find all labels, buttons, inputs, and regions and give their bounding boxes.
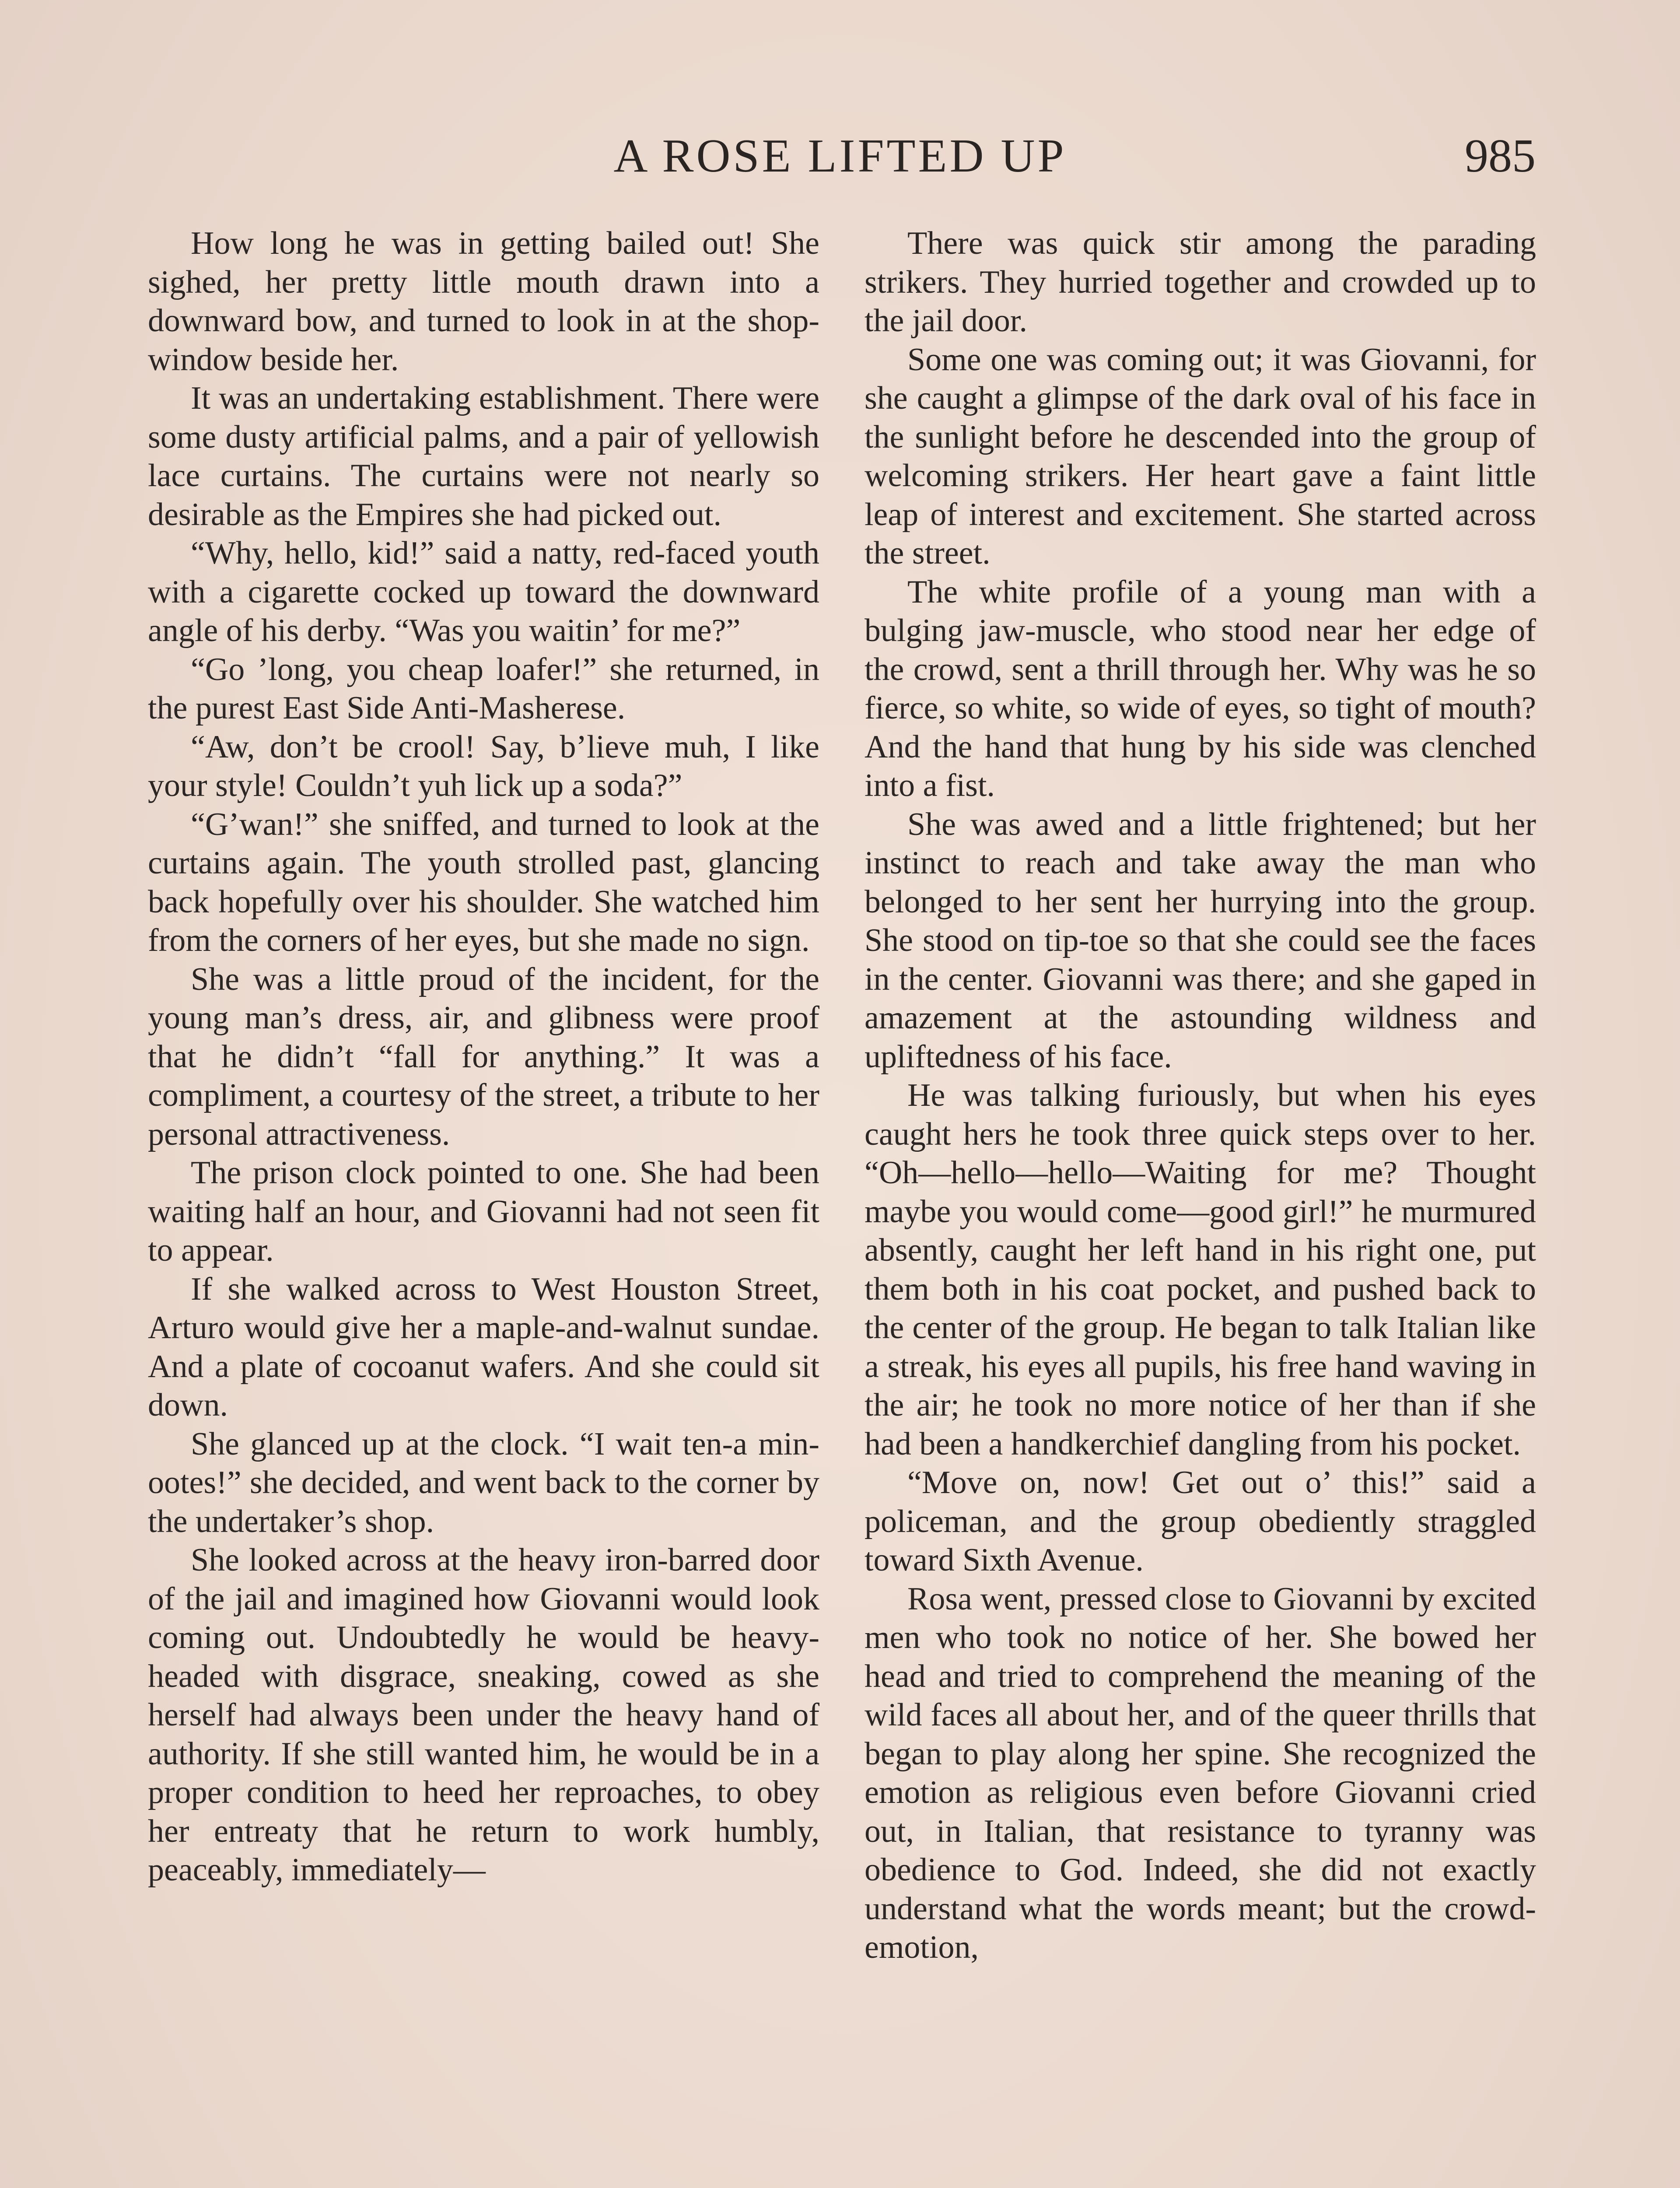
running-header: [0, 128, 1680, 185]
paragraph: It was an undertaking establishment. There were some dusty artificial palms, and a pair of yellowish lace curtains. The curtains were not nearly so desirable as the Empires she had picked out.: [148, 380, 819, 533]
paragraph: “Why, hello, kid!” said a natty, red-faced youth with a cigarette cocked up toward the downward angle of his derby. “Was you waitin’ for me?”: [148, 535, 819, 649]
paragraph: “Aw, don’t be crool! Say, b’lieve muh, I like your style! Couldn’t yuh lick up a soda?”: [148, 729, 819, 803]
paragraph: Some one was coming out; it was Giovanni, for she caught a glimpse of the dark oval of his face in the sunlight before he descended into the group of welcoming strikers. Her heart gave a faint little leap of interest and excitement. She started across the street.: [864, 341, 1536, 571]
story-title: A ROSE LIFTED UP: [613, 130, 1067, 182]
paragraph: The prison clock pointed to one. She had been waiting half an hour, and Giovanni had not seen fit to appear.: [148, 1155, 819, 1268]
paragraph: “Go ’long, you cheap loafer!” she returned, in the purest East Side Anti-Masherese.: [148, 651, 819, 726]
paragraph: She looked across at the heavy iron-barred door of the jail and imagined how Giovanni would look coming out. Undoubtedly he would be heavy-headed with disgrace, sneaking, cowed as she herself had always been under the heavy hand of authority. If she still wanted him, he would be in a proper condition to heed her reproaches, to obey her entreaty that he return to work humbly, peaceably, immediately—: [148, 1542, 819, 1888]
left-column: [148, 224, 819, 1890]
right-column: [864, 224, 1536, 1967]
paragraph: Rosa went, pressed close to Giovanni by excited men who took no notice of her. She bowed her head and tried to comprehend the meaning of the wild faces all about her, and of the queer thrills that began to play along her spine. She recognized the emotion as religious even before Giovanni cried out, in Italian, that resistance to tyranny was obedience to God. Indeed, she did not exactly understand what the words meant; but the crowd-emotion,: [864, 1581, 1536, 1965]
paragraph: How long he was in getting bailed out! She sighed, her pretty little mouth drawn into a downward bow, and turned to look in at the shop-window beside her.: [148, 225, 819, 378]
paragraph: “G’wan!” she sniffed, and turned to look at the curtains again. The youth strolled past, glancing back hopefully over his shoulder. She watched him from the corners of her eyes, but she made no sign.: [148, 806, 819, 958]
paragraph: She glanced up at the clock. “I wait ten-a min-ootes!” she decided, and went back to the corner by the undertaker’s shop.: [148, 1426, 819, 1539]
paragraph: She was a little proud of the incident, for the young man’s dress, air, and glibness were proof that he didn’t “fall for anything.” It was a compliment, a courtesy of the street, a tribute to her personal attractiveness.: [148, 961, 819, 1152]
paragraph: She was awed and a little frightened; but her instinct to reach and take away the man who belonged to her sent her hurrying into the group. She stood on tip-toe so that she could see the faces in the center. Giovanni was there; and she gaped in amazement at the astounding wildness and upliftedness of his face.: [864, 806, 1536, 1075]
paragraph: The white profile of a young man with a bulging jaw-muscle, who stood near her edge of the crowd, sent a thrill through her. Why was he so fierce, so white, so wide of eyes, so tight of mouth? And the hand that hung by his side was clenched into a fist.: [864, 574, 1536, 803]
page-number: 985: [1465, 130, 1536, 182]
paragraph: “Move on, now! Get out o’ this!” said a policeman, and the group obediently straggled toward Sixth Avenue.: [864, 1465, 1536, 1578]
paragraph: There was quick stir among the parading strikers. They hurried together and crowded up to the jail door.: [864, 225, 1536, 339]
paragraph: He was talking furiously, but when his eyes caught hers he took three quick steps over to her. “Oh—hello—hello—Waiting for me? Thought maybe you would come—good girl!” he murmured absently, caught her left hand in his right one, put them both in his coat pocket, and pushed back to the center of the group. He began to talk Italian like a streak, his eyes all pupils, his free hand waving in the air; he took no more notice of her than if she had been a handkerchief dangling from his pocket.: [864, 1077, 1536, 1462]
paragraph: If she walked across to West Houston Street, Arturo would give her a maple-and-walnut sundae. And a plate of cocoanut wafers. And she could sit down.: [148, 1271, 819, 1423]
